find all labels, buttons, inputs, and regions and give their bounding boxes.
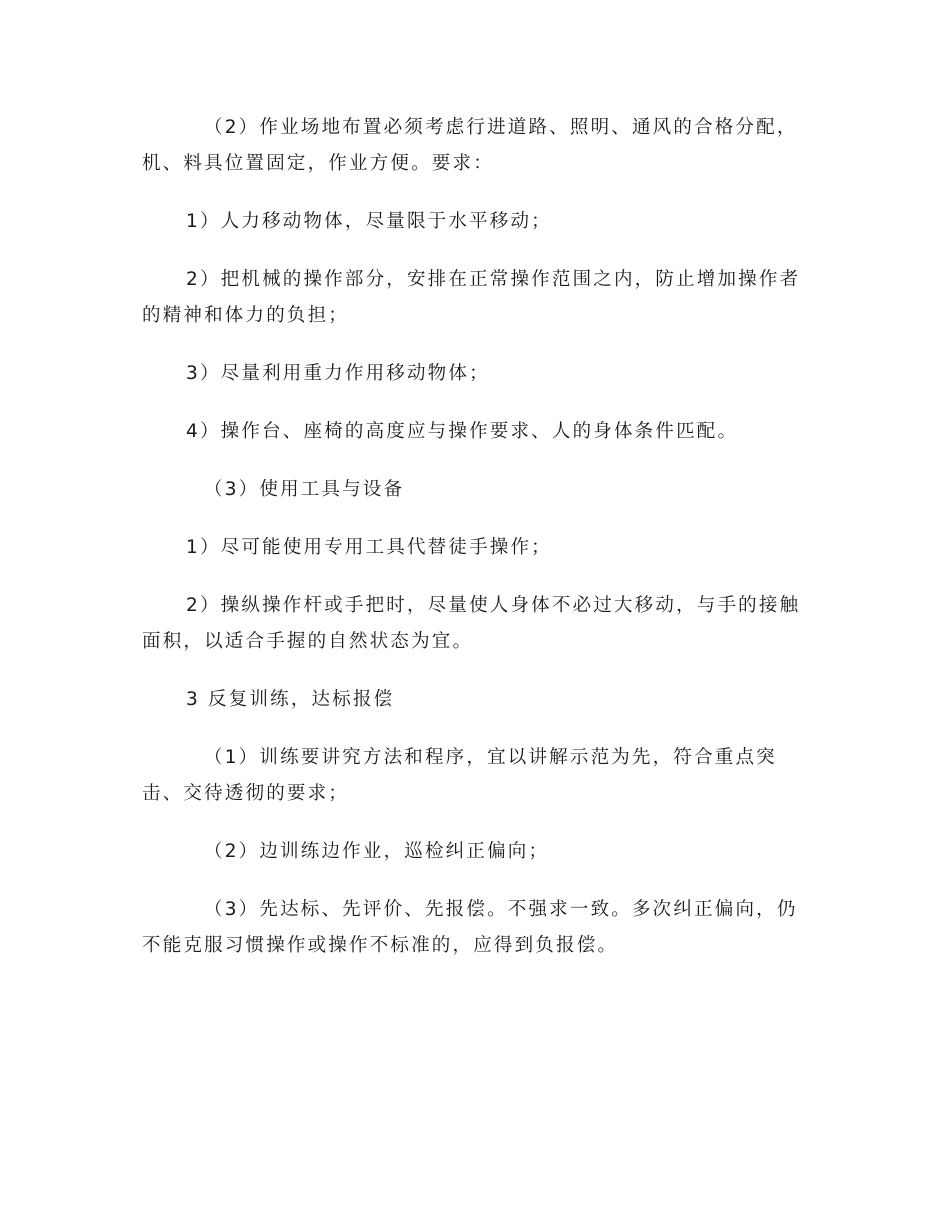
document-body — [142, 110, 812, 986]
paragraph-tools-heading: （3）使用工具与设备 — [204, 479, 405, 500]
paragraph-training-1: （1）训练要讲究方法和程序，宜以讲解示范为先，符合重点突击、交待透彻的要求； — [142, 747, 777, 804]
paragraph-item-1: 1）人力移动物体，尽量限于水平移动； — [186, 211, 552, 232]
paragraph-site-layout: （2）作业场地布置必须考虑行进道路、照明、通风的合格分配，机、料具位置固定，作业方便。要求： — [142, 117, 798, 174]
paragraph-training-2: （2）边训练边作业，巡检纠正偏向； — [204, 841, 550, 862]
section-heading-training: 3 反复训练，达标报偿 — [186, 689, 395, 710]
paragraph-item-4: 4）操作台、座椅的高度应与操作要求、人的身体条件匹配。 — [186, 421, 739, 442]
paragraph-item-3: 3）尽量利用重力作用移动物体； — [186, 363, 490, 384]
paragraph-tools-item-2: 2）操纵操作杆或手把时，尽量使人身体不必过大移动，与手的接触面积，以适合手握的自然状态为宜。 — [142, 595, 801, 652]
paragraph-item-2: 2）把机械的操作部分，安排在正常操作范围之内，防止增加操作者的精神和体力的负担； — [142, 269, 801, 326]
paragraph-tools-item-1: 1）尽可能使用专用工具代替徒手操作； — [186, 537, 552, 558]
paragraph-training-3: （3）先达标、先评价、先报偿。不强求一致。多次纠正偏向，仍不能克服习惯操作或操作不标准的，应得到负报偿。 — [142, 899, 798, 956]
